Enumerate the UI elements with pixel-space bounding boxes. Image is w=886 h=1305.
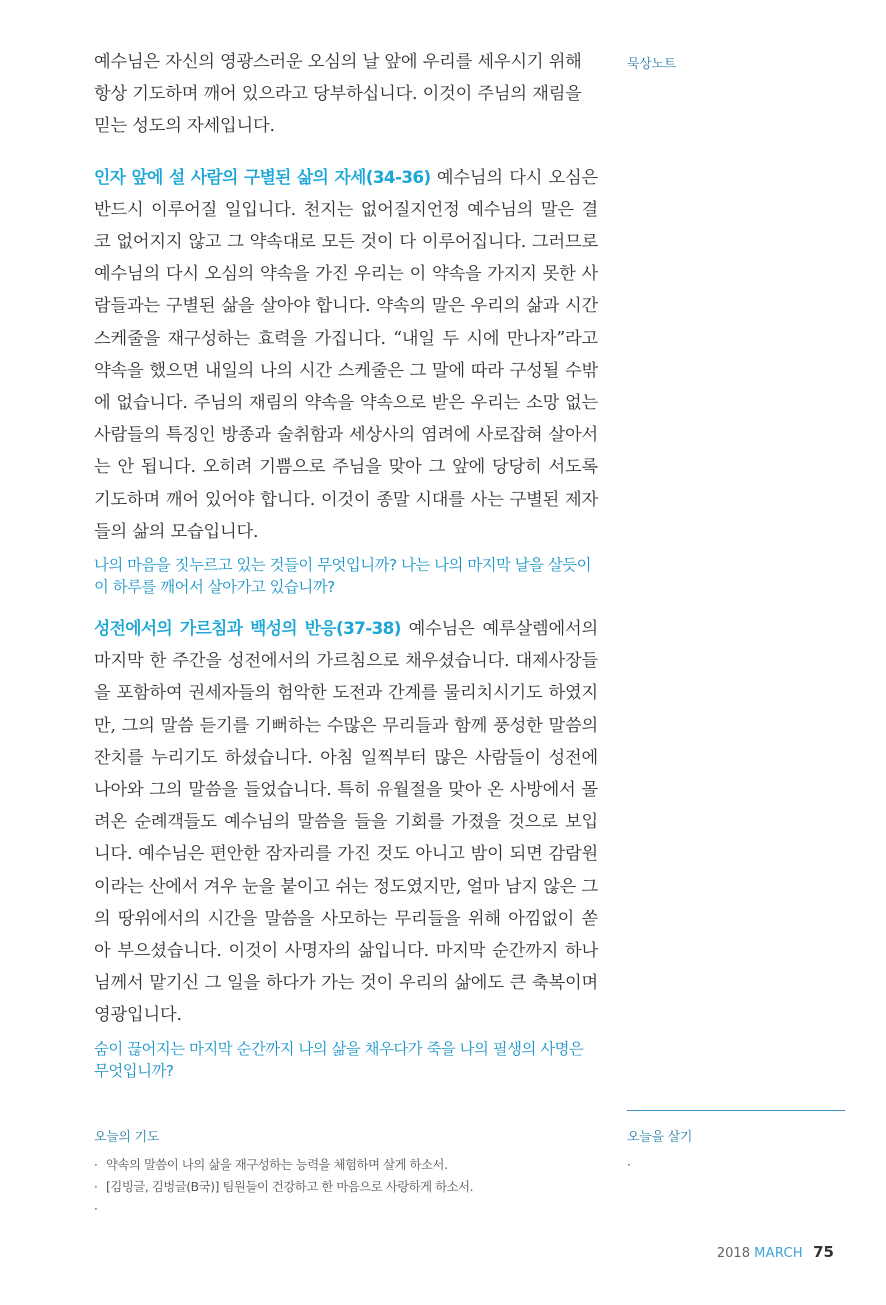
intro-line: 항상 기도하며 깨어 있으라고 당부하십니다. 이것이 주님의 재림을 bbox=[94, 84, 582, 105]
prayer-item-text: 약속의 말씀이 나의 삶을 재구성하는 능력을 체험하며 살게 하소서. bbox=[106, 1158, 448, 1172]
section1-heading: 인자 앞에 설 사람의 구별된 삶의 자세(34-36) bbox=[94, 166, 431, 187]
section2-heading: 성전에서의 가르침과 백성의 반응(37-38) bbox=[94, 618, 401, 639]
prayer-item: · [김빙글, 김벙글(B국)] 팀원들이 건강하고 한 마음으로 사랑하게 하소서. bbox=[94, 1180, 474, 1194]
side-divider bbox=[627, 1110, 845, 1111]
intro-line: 예수님은 자신의 영광스러운 오심의 날 앞에 우리를 세우시기 위해 bbox=[94, 52, 582, 72]
prayer-item-text: [김빙글, 김벙글(B국)] 팀원들이 건강하고 한 마음으로 사랑하게 하소서. bbox=[106, 1180, 474, 1194]
section1-body: 예수님의 다시 오심은 반드시 이루어질 일입니다. 천지는 없어질지언정 예수님의 말은 결코 없어지지 않고 그 약속대로 모든 것이 다 이루어집니다. 그러므로 예수님의 다시 오심의 약속을 가진 우리는 이 약속을 가지지 못한 사람들과는 구별된 삶을 살아야 합니다. 약속의 말은 우리의 삶과 시간 스케줄을 재구성하는 효력을 가집니다. “내일 두 시에 만나자”라고 약속을 했으면 내일의 나의 시간 스케줄은 그 말에 따라 구성될 수밖에 없습니다. 주님의 재림의 약속을 약속으로 받은 우리는 소망 없는 사람들의 특징인 방종과 술취함과 세상사의 염려에 사로잡혀 살아서는 안 됩니다. 오히려 기쁨으로 주님을 맞아 그 앞에 당당히 서도록 기도하며 깨어 있어야 합니다. 이것이 종말 시대를 사는 구별된 제자들의 삶의 모습입니다. bbox=[94, 167, 598, 542]
living-section bbox=[627, 1126, 845, 1176]
section2-body: 예수님은 예루살렘에서의 마지막 한 주간을 성전에서의 가르침으로 채우셨습니다. 대제사장들을 포함하여 권세자들의 험악한 도전과 간계를 물리치시기도 하였지만, 그의 말씀 듣기를 기뻐하는 수많은 무리들과 함께 풍성한 말씀의 잔치를 누리기도 하셨습니다. 아침 일찍부터 많은 사람들이 성전에 나아와 그의 말씀을 들었습니다. 특히 유월절을 맞아 온 사방에서 몰려온 순례객들도 예수님의 말씀을 들을 기회를 가졌을 것으로 보입니다. 예수님은 편안한 잠자리를 가진 것도 아니고 밤이 되면 감람원이라는 산에서 겨우 눈을 붙이고 쉬는 정도였지만, 얼마 남지 않은 그의 땅위에서의 시간을 말씀을 사모하는 무리들을 위해 아낌없이 쏟아 부으셨습니다. 이것이 사명자의 삶입니다. 마지막 순간까지 하나님께서 맡기신 그 일을 하다가 가는 것이 우리의 삶에도 큰 축복이며 영광입니다. bbox=[94, 619, 598, 1026]
prayer-item-blank[interactable]: · bbox=[94, 1202, 98, 1216]
section1-question: 나의 마음을 짓누르고 있는 것들이 무엇입니까? 나는 나의 마지막 날을 살듯이 이 하루를 깨어서 살아가고 있습니까? bbox=[94, 556, 591, 597]
living-item-blank[interactable]: · bbox=[627, 1158, 631, 1172]
prayer-item: · 약속의 말씀이 나의 삶을 재구성하는 능력을 체험하며 살게 하소서. bbox=[94, 1158, 448, 1172]
intro-line: 믿는 성도의 자세입니다. bbox=[94, 116, 275, 137]
living-title: 오늘을 살기 bbox=[627, 1130, 693, 1145]
section2-question: 숨이 끊어지는 마지막 순간까지 나의 삶을 채우다가 죽을 나의 필생의 사명은 무엇입니까? bbox=[94, 1039, 584, 1080]
footer-month: MARCH bbox=[754, 1246, 803, 1261]
intro-paragraph bbox=[94, 46, 598, 143]
main-content bbox=[94, 46, 598, 1082]
prayer-title: 오늘의 기도 bbox=[94, 1130, 160, 1145]
section2-paragraph bbox=[94, 612, 598, 1032]
page-number: 75 bbox=[813, 1243, 834, 1261]
sidebar-label: 묵상노트 bbox=[627, 57, 677, 72]
page-footer bbox=[717, 1243, 834, 1261]
footer-year: 2018 bbox=[716, 1246, 750, 1261]
section1-paragraph bbox=[94, 161, 598, 548]
prayer-section bbox=[94, 1126, 594, 1220]
